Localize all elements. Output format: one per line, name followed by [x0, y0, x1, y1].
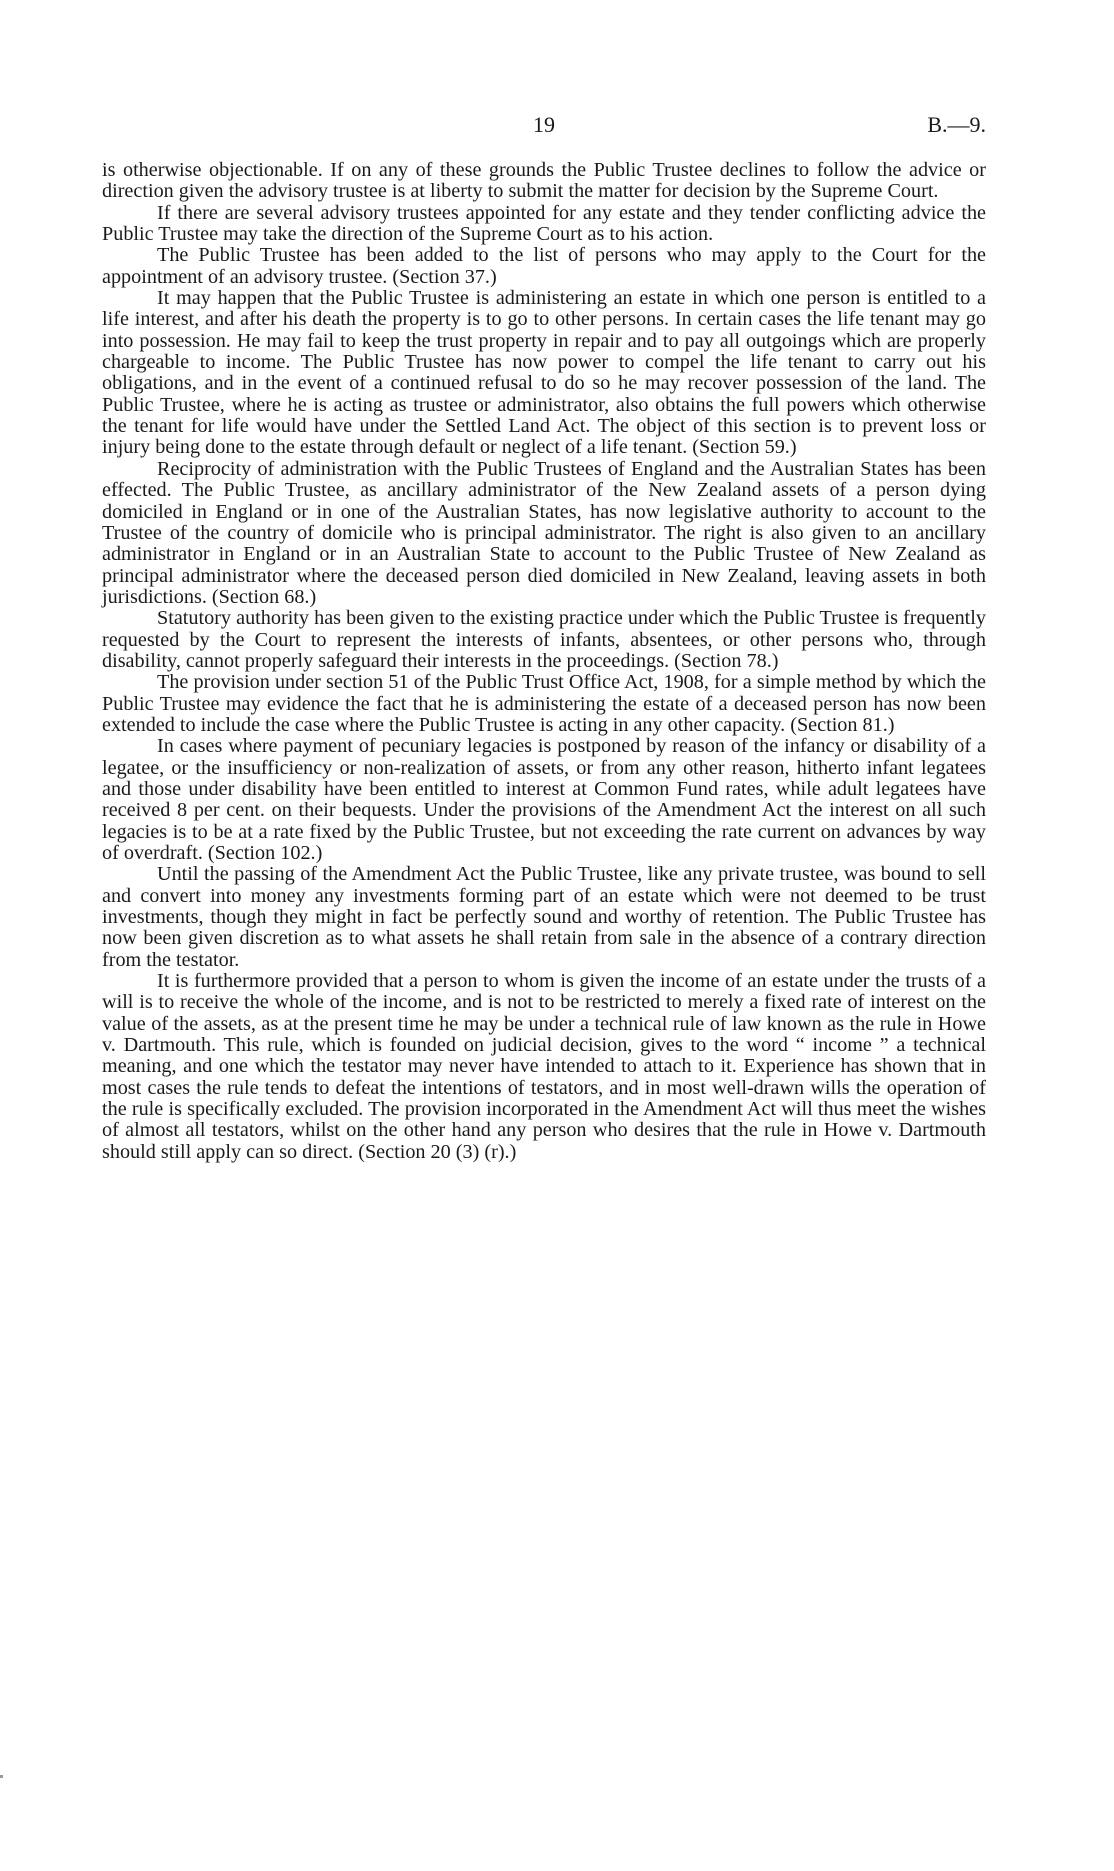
- paragraph-section-78: Statutory authority has been given to the existing practice under which the Public Trustee is frequently requested by the Court to represent the interests of infants, absentees, or other persons who, through disability, cannot properly safeguard their interests in the proceedings. (Section 78.): [102, 607, 986, 672]
- paragraph-advisory-trustees: If there are several advisory trustees appointed for any estate and they tender conflicting advice the Public Trustee may take the direction of the Supreme Court as to his action.: [102, 201, 986, 246]
- paragraph-section-68: Reciprocity of administration with the Public Trustees of England and the Australian States has been effected. The Public Trustee, as ancillary administrator of the New Zealand assets of a person dying domiciled in England or in one of the Australian States, has now legislative authority to account to the Trustee of the country of domicile who is principal administrator. The right is also given to an ancillary administrator in England or in an Australian State to account to the Public Trustee of New Zealand as principal administrator where the deceased person died domiciled in New Zealand, leaving assets in both jurisdictions. (Section 68.): [102, 457, 986, 608]
- page-header: [102, 112, 986, 142]
- paragraph-section-81: The provision under section 51 of the Public Trust Office Act, 1908, for a simple method by which the Public Trustee may evidence the fact that he is administering the estate of a deceased person has now been extended to include the case where the Public Trustee is acting in any other capacity. (Section 81.): [102, 671, 986, 736]
- paragraph-section-37: The Public Trustee has been added to the list of persons who may apply to the Court for the appointment of an advisory trustee. (Section 37.): [102, 244, 986, 288]
- paragraph-investments: Until the passing of the Amendment Act the Public Trustee, like any private trustee, was bound to sell and convert into money any investments forming part of an estate which were not deemed to be trust investments, though they might in fact be perfectly sound and worthy of retention. The Public Trustee has now been given discretion as to what assets he shall retain from sale in the absence of a contrary direction from the testator.: [102, 863, 986, 971]
- body-text: [102, 160, 986, 1163]
- paragraph-section-59: It may happen that the Public Trustee is administering an estate in which one person is entitled to a life interest, and after his death the property is to go to other persons. In certain cases the life tenant may go into possession. He may fail to keep the trust property in repair and to pay all outgoings which are properly chargeable to income. The Public Trustee has now power to compel the life tenant to carry out his obligations, and in the event of a continued refusal to do so he may recover possession of the land. The Public Trustee, where he is acting as trustee or administrator, also obtains the full powers which otherwise the tenant for life would have under the Settled Land Act. The object of this section is to prevent loss or injury being done to the estate through default or neglect of a life tenant. (Section 59.): [102, 287, 986, 459]
- paragraph-howe-v-dartmouth: It is furthermore provided that a person to whom is given the income of an estate under the trusts of a will is to receive the whole of the income, and is not to be restricted to merely a fixed rate of interest on the value of the assets, as at the present time he may be under a technical rule of law known as the rule in Howe v. Dartmouth. This rule, which is founded on judicial decision, gives to the word “ income ” a technical meaning, and one which the testator may never have intended to attach to it. Experience has shown that in most cases the rule tends to defeat the intentions of testators, and in most well-drawn wills the operation of the rule is specifically excluded. The provision incorporated in the Amendment Act will thus meet the wishes of almost all testators, whilst on the other hand any person who desires that the rule in Howe v. Dartmouth should still apply can so direct. (Section 20 (3) (r).): [102, 970, 986, 1163]
- page-number: 19: [533, 112, 555, 137]
- paragraph-section-102: In cases where payment of pecuniary legacies is postponed by reason of the infancy or disability of a legatee, or the insufficiency or non-realization of assets, or from any other reason, hitherto infant legatees and those under disability have been entitled to interest at Common Fund rates, while adult legatees have received 8 per cent. on their bequests. Under the provisions of the Amendment Act the interest on all such legacies is to be at a rate fixed by the Public Trustee, but not exceeding the rate current on advances by way of overdraft. (Section 102.): [102, 735, 986, 864]
- document-reference: B.—9.: [927, 112, 986, 137]
- paragraph-continued: is otherwise objectionable. If on any of these grounds the Public Trustee declines to follow the advice or direction given the advisory trustee is at liberty to submit the matter for decision by the Supreme Court.: [102, 159, 986, 203]
- scan-speck: [0, 1775, 3, 1778]
